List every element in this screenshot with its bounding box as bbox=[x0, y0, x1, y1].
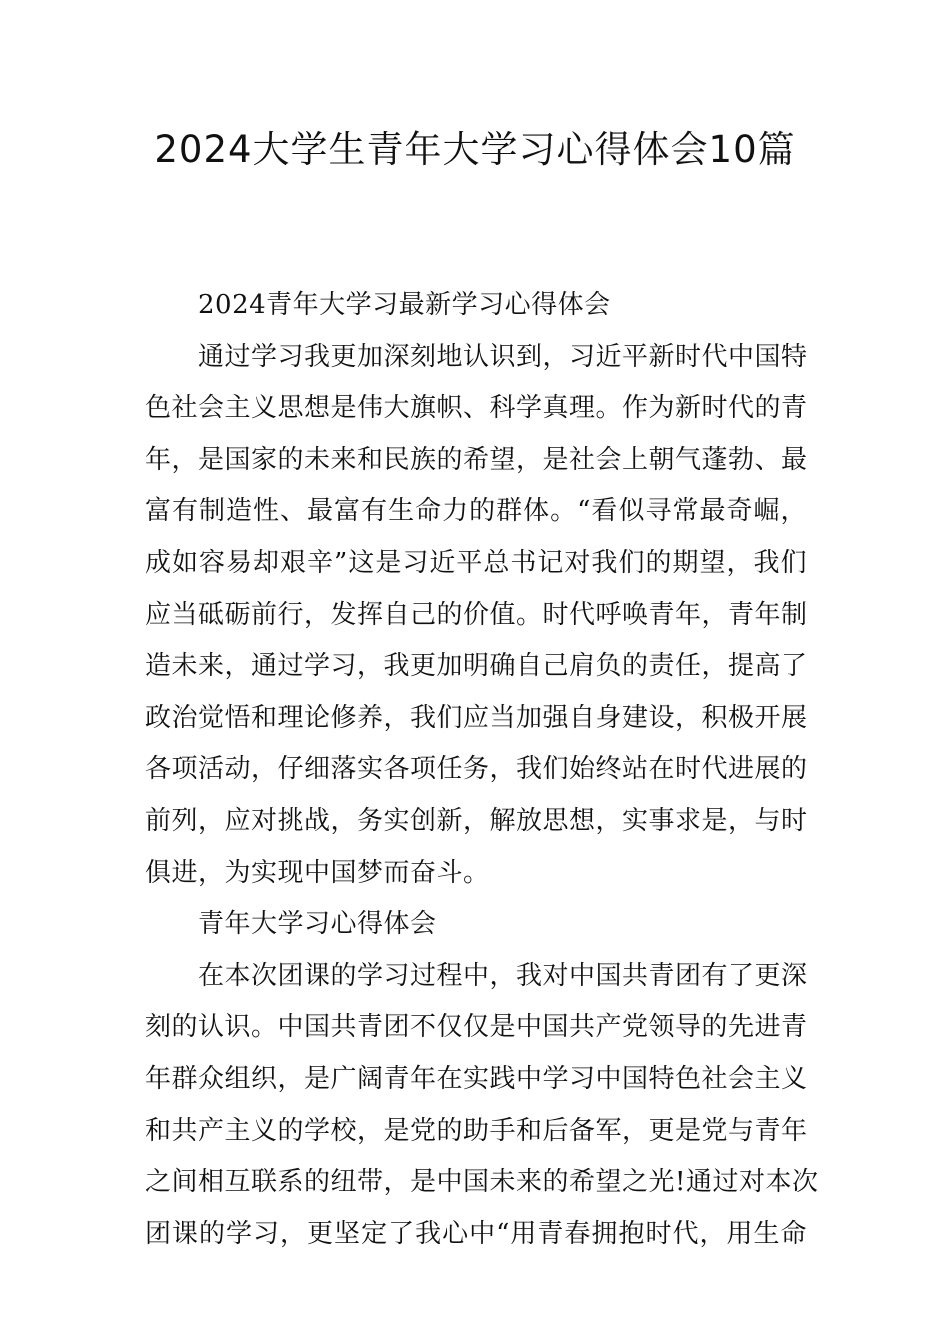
paragraph-line: 成如容易却艰辛”这是习近平总书记对我们的期望，我们 bbox=[145, 547, 807, 578]
paragraph-line: 和共产主义的学校，是党的助手和后备军，更是党与青年 bbox=[145, 1115, 808, 1146]
document-title: 2024大学生青年大学习心得体会10篇 bbox=[154, 128, 796, 171]
document-body bbox=[145, 280, 819, 1260]
paragraph-line: 应当砥砺前行，发挥自己的价值。时代呼唤青年，青年制 bbox=[145, 599, 808, 630]
paragraph-line: 造未来，通过学习，我更加明确自己肩负的责任，提高了 bbox=[145, 651, 808, 682]
paragraph-line: 通过学习我更加深刻地认识到，习近平新时代中国特 bbox=[198, 341, 808, 372]
paragraph-line: 刻的认识。中国共青团不仅仅是中国共产党领导的先进青 bbox=[145, 1012, 808, 1043]
paragraph-line: 俱进，为实现中国梦而奋斗。 bbox=[145, 857, 490, 888]
section-heading-1: 2024青年大学习最新学习心得体会 bbox=[198, 290, 611, 320]
paragraph-line: 政治觉悟和理论修养，我们应当加强自身建设，积极开展 bbox=[145, 702, 808, 733]
paragraph-line: 年群众组织，是广阔青年在实践中学习中国特色社会主义 bbox=[145, 1063, 808, 1094]
section-heading-2: 青年大学习心得体会 bbox=[198, 909, 437, 940]
paragraph-line: 年，是国家的未来和民族的希望，是社会上朝气蓬勃、最 bbox=[145, 444, 808, 475]
paragraph-line: 在本次团课的学习过程中，我对中国共青团有了更深 bbox=[198, 960, 808, 991]
paragraph-line: 前列，应对挑战，务实创新，解放思想，实事求是，与时 bbox=[145, 805, 808, 836]
paragraph-line: 团课的学习，更坚定了我心中“用青春拥抱时代，用生命 bbox=[145, 1218, 807, 1249]
paragraph-line: 色社会主义思想是伟大旗帜、科学真理。作为新时代的青 bbox=[145, 393, 808, 424]
paragraph-line: 各项活动，仔细落实各项任务，我们始终站在时代进展的 bbox=[145, 754, 808, 785]
paragraph-line: 之间相互联系的纽带，是中国未来的希望之光!通过对本次 bbox=[145, 1167, 819, 1198]
paragraph-line: 富有制造性、最富有生命力的群体。“看似寻常最奇崛， bbox=[145, 496, 807, 527]
